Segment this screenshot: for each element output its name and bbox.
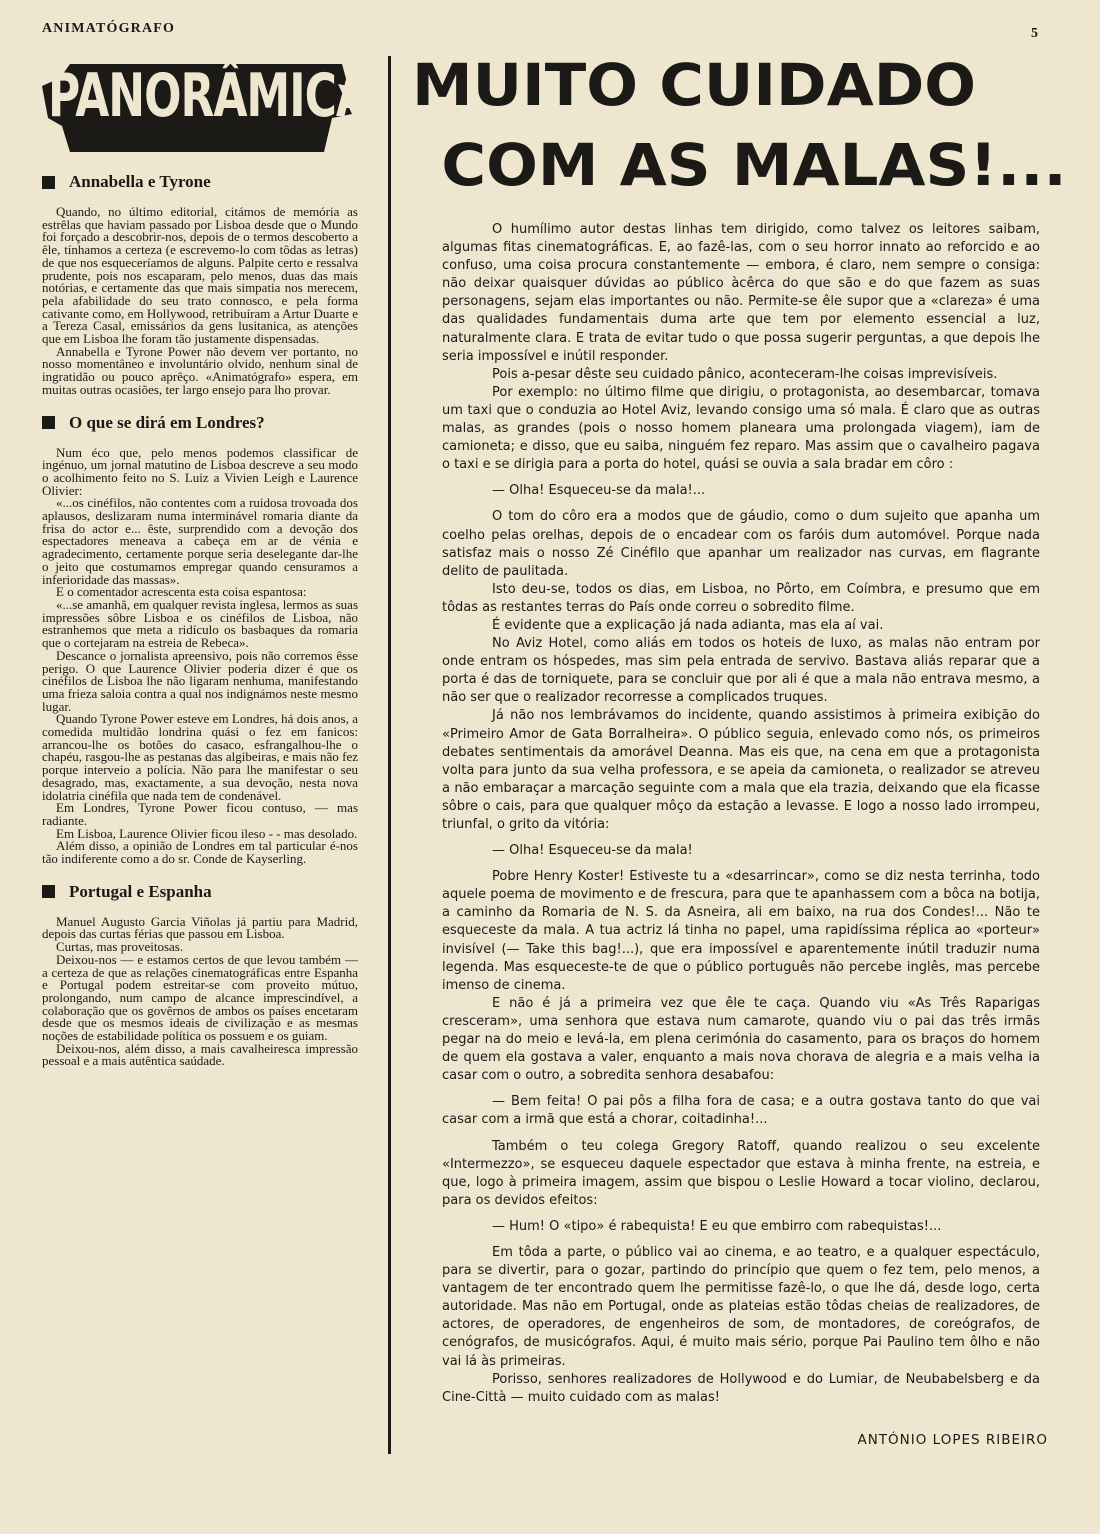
running-head: ANIMATÓGRAFO (42, 21, 176, 36)
paragraph: Em Londres, Tyrone Power ficou contuso, — mas radiante. (42, 800, 358, 828)
paragraph: Descance o jornalista apreensivo, pois não corremos êsse perigo. O que Laurence Olivier poderia dizer é que os cinéfilos de Lisboa lhe não ligaram nenhuma, manifestando uma frieza saloia contra a qual nos indignámos neste mesmo lugar. (42, 647, 358, 714)
paragraph: Quando Tyrone Power esteve em Londres, há dois anos, a comedida multidão londrina quási o fez em fanicos: arrancou-lhe os botões do casaco, esfrangalhou-lhe o chapéu, rasgou-lhe as pestanas das algibeiras, e mais não fez porque interveio a polícia. Não para lhe manifestar o seu desagrado, mas, exactamente, a sua devoção, nesta nova idolatria cinéfila que nada tem de condenável. (42, 711, 358, 803)
paragraph: Deixou-nos — e estamos certos de que levou também — a certeza de que as relações cinematográficas entre Espanha e Portugal podem estreitar-se com proveito mútuo, prolongando, num campo de alcance imprescindível, a colaboração que os govêrnos de ambos os países encetaram desde que os mesmos ideais de civilização e as mesmas noções de estabilidade política os possuem e os guiam. (42, 951, 358, 1044)
article-byline: ANTÓNIO LOPES RIBEIRO (857, 1432, 1048, 1448)
paragraph: Além disso, a opinião de Londres em tal particular é-nos tão indiferente como a do sr. Conde de Kayserling. (42, 838, 358, 867)
paragraph: Também o teu colega Gregory Ratoff, quando realizou o seu excelente «Intermezzo», se esqueceu daquele espectador que estava à minha frente, na estreia, e que, logo à primeira imagem, assim que bispou o Leslie Howard a tocar violino, declarou, para os devidos efeitos: (442, 1138, 1040, 1208)
paragraph: «...se amanhã, em qualquer revista inglesa, lermos as suas impressões sôbre Lisboa e os cinéfilos de Lisboa, não estranhemos que meta a ridículo os basbaques da romaria que o cortejaram na estreia de Rebeca». (42, 596, 358, 651)
headline-line: COM AS MALAS!... (441, 131, 1067, 199)
paragraph: No Aviz Hotel, como aliás em todos os hoteis de luxo, as malas não entram por onde entram os hóspedes, mas sim pela entrada de servivo. Bastava aliás reparar que a porta é das de torniquete, para se concluir que por ali é que a mala não entrava mesmo, a não ser que o realizador recorresse a complicados truques. (442, 636, 1040, 706)
section-body (42, 913, 358, 1069)
section-body (42, 444, 358, 867)
square-bullet-icon (42, 416, 55, 429)
dialogue-line: — Hum! O «tipo» é rabequista! E eu que embirro com rabequistas!... (492, 1218, 942, 1234)
section-body (42, 206, 358, 397)
paragraph: Pois a-pesar dêste seu cuidado pânico, aconteceram-lhe coisas imprevisíveis. (492, 366, 998, 382)
panoramica-column (42, 56, 369, 1084)
paragraph: É evidente que a explicação já nada adianta, mas ela aí vai. (492, 617, 884, 633)
article-column (412, 51, 1067, 1405)
banner-title: PANORÂMICA (48, 62, 369, 131)
paragraph: E o comentador acrescenta esta coisa espantosa: (56, 584, 307, 600)
paragraph: Manuel Augusto Garcia Viñolas já partiu para Madrid, depois das curtas férias que passou em Lisboa. (42, 913, 358, 942)
article-body (442, 221, 1040, 1407)
column-rule (388, 56, 391, 1454)
paragraph: Porisso, senhores realizadores de Hollywood e do Lumiar, de Neubabelsberg e da Cine-Città — muito cuidado com as malas! (442, 1371, 1040, 1405)
paragraph: Curtas, mas proveitosas. (56, 939, 184, 955)
section-heading (42, 413, 358, 433)
dialogue-line: — Olha! Esqueceu-se da mala! (492, 843, 693, 859)
section-heading (42, 882, 358, 902)
square-bullet-icon (42, 176, 55, 189)
article-headline (412, 51, 1074, 199)
headline-line: MUITO CUIDADO (412, 51, 977, 119)
paragraph: O humílimo autor destas linhas tem dirigido, como talvez os leitores saibam, algumas fitas cinematográficas. E, ao fazê-las, com o seu horror innato ao reforcido e ao confuso, uma coisa procura constantemente — embora, é claro, nem sempre o consiga: não deixar quaisquer dúvidas ao público àcêrca do que são e do que fazem as suas personagens, sejam elas importantes ou não. Permite-se êle supor que a «clareza» é uma das qualidades fundamentais duma arte que tem por elemento essencial a luz, naturalmente clara. E trata de evitar tudo o que possa sugerir perguntas, a que depois lhe seria impossível e inútil responder. (442, 222, 1040, 364)
paragraph: O tom do côro era a modos que de gáudio, como o dum sujeito que apanha um coelho pelas orelhas, depois de o encadear com os faróis dum automóvel. Porque nada satisfaz mais o nosso Zé Cinéfilo que apanhar um realizador nas curvas, em flagrante delito de paulitada. (442, 509, 1040, 579)
section-title: Annabella e Tyrone (69, 172, 211, 191)
section-title: O que se dirá em Londres? (69, 412, 265, 432)
paragraph: Annabella e Tyrone Power não devem ver portanto, no nosso momentâneo e involuntário olvido, nenhum sinal de ingratidão ou pouco aprêço. «Animatógrafo» espera, em muitas outras ocasiões, ter largo ensejo para lho provar. (42, 343, 358, 397)
paragraph: Pobre Henry Koster! Estiveste tu a «desarrincar», como se diz nesta terrinha, todo aquele poema de movimento e de frescura, para que te apanhassem com a bôca na botija, a caminho da Romaria de N. S. da Asneira, ali em baixo, na rua dos Condes!... Não te esqueceste da mala. A tua actriz lá tinha no papel, uma rapidíssima réplica ao «porteur» invisível (— Take this bag!...), que era impossível e aparentemente inútil traduzir numa legenda. Mas esqueceste-te de que o público português não percebe inglês, mas percebe imenso de cinema. (442, 869, 1040, 993)
panoramica-banner (42, 56, 369, 156)
paragraph: Por exemplo: no último filme que dirigiu, o protagonista, ao desembarcar, tomava um taxi que o conduzia ao Hotel Aviz, levando consigo uma só mala. É claro que as outras malas, as grandes (pois o nosso homem planeara uma prolongada viagem), iam de camioneta; e disso, que eu saiba, ninguém fez reparo. Mas assim que o cavalheiro pagava o taxi e se dirigia para a porta do hotel, quási se ouvia a sala bradar em côro : (442, 384, 1040, 473)
paragraph: «...os cinéfilos, não contentes com a ruidosa trovoada dos aplausos, deslizaram numa interminável romaria diante da frisa do actor e... êste, surprendido com a devoção dos espectadores meneava a cabeça em ar de vénia e agradecimento, certamente porque seria deselegante dar-lhe o jeito que costumamos empregar quando censuramos a inferioridade das massas». (42, 495, 358, 587)
square-bullet-icon (42, 885, 55, 898)
paragraph: Isto deu-se, todos os dias, em Lisboa, no Pôrto, em Coímbra, e presumo que em tôdas as restantes terras do País onde correu o sobredito filme. (442, 581, 1040, 615)
paragraph: Num éco que, pelo menos podemos classificar de ingénuo, um jornal matutino de Lisboa descreve a seu modo o acolhimento feito no S. Luiz a Vivien Leigh e Laurence Olivier: (42, 444, 358, 498)
dialogue-line: — Bem feita! O pai pôs a filha fora de casa; e a outra gostava tanto do que vai casar com a irmã que está a chorar, coitadinha!... (442, 1094, 1040, 1128)
paragraph: E não é já a primeira vez que êle te caça. Quando viu «As Três Raparigas cresceram», uma senhora que estava num camarote, quando viu o pai das três irmãs pegar na do meio e levá-la, em plena cerimónia do casamento, para os braços do homem de quem ela gostava a valer, enquanto a mais nova chorava de alegria e a mais velha ia casar com o outro, a sobredita senhora desabafou: (442, 995, 1040, 1084)
paragraph: Já não nos lembrávamos do incidente, quando assistimos à primeira exibição do «Primeiro Amor de Gata Borralheira». O público seguia, enlevado como nós, os primeiros debates sentimentais da amorável Deanna. Mas eis que, na cena em que a protagonista volta para junto da sua velha professora, e se apeia da camioneta, o realizador se atreveu a não embaraçar a marcação seguinte com a mala que ela trazia, deixando que ela ficasse sôbre o cais, para que qualquer môço da estação a levasse. E logo a nosso lado irrompeu, triunfal, o grito da vitória: (442, 708, 1040, 832)
section-heading (42, 172, 358, 192)
section-title: Portugal e Espanha (69, 881, 212, 901)
paragraph: Em tôda a parte, o público vai ao cinema, e ao teatro, e a qualquer espectáculo, para se divertir, para o gozar, partindo do princípio que quem o fez tem, pelo menos, a vantagem de ter encontrado quem lhe permitisse fazê-lo, o que lhe dá, desde logo, certa autoridade. Mas não em Portugal, onde as plateias estão tôdas cheias de realizadores, de actores, de operadores, de engenheiros de som, de montadores, de coreógrafos, de cenógrafos, de musicógrafos. Aqui, é muito mais sério, porque Pai Paulino tem ôlho e não vai lá às primeiras. (442, 1244, 1040, 1369)
dialogue-line: — Olha! Esqueceu-se da mala!... (492, 483, 706, 499)
paragraph: Quando, no último editorial, citámos de memória as estrêlas que haviam passado por Lisboa desde que o Mundo foi forçado a descobrir-nos, depois de o termos descoberto a êle, tínhamos a certeza (e escrevemo-lo com tôdas as letras) de que nos esqueceríamos de alguns. Palpite certo e ressalva prudente, pois nos escaparam, pelo menos, duas das mais notórias, e certamente das que mais simpatia nos merecem, pela afabilidade do seu trato connosco, e pela forma cativante como, em Hollywood, retribuíram a Artur Duarte e a Tereza Casal, emissários da gens lusitanica, as atenções que em Lisboa lhe foram tão justamente dispensadas. (42, 204, 358, 347)
paragraph: Em Lisboa, Laurence Olivier ficou ileso - - mas desolado. (56, 825, 358, 841)
paragraph: Deixou-nos, além disso, a mais cavalheiresca impressão pessoal e a mais autêntica saúdade. (42, 1040, 358, 1069)
page-number: 5 (1031, 26, 1038, 41)
